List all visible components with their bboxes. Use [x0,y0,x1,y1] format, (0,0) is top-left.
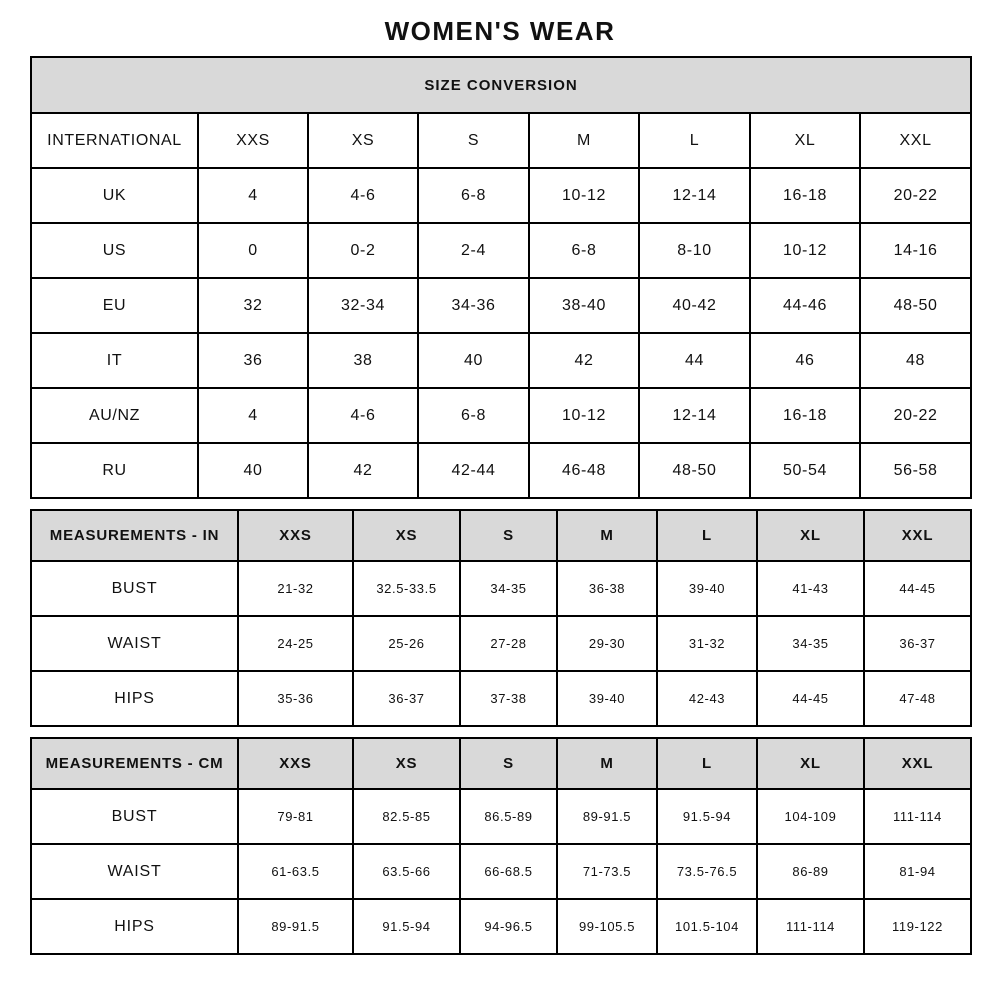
table-cell: 42-44 [418,443,529,498]
table-cell: 91.5-94 [353,899,460,954]
table-cell: 94-96.5 [460,899,557,954]
table-row [31,223,971,278]
table-cell: 86-89 [757,844,864,899]
row-label: AU/NZ [31,388,198,443]
table-cell: 66-68.5 [460,844,557,899]
table-cell: XS [308,113,418,168]
table-row [31,168,971,223]
column-header-xs: XS [353,738,460,789]
table-cell: 12-14 [639,168,750,223]
column-header-s: S [460,510,557,561]
table-cell: 86.5-89 [460,789,557,844]
table-cell: 34-35 [757,616,864,671]
table-cell: 40-42 [639,278,750,333]
row-label: INTERNATIONAL [31,113,198,168]
table-cell: 32-34 [308,278,418,333]
table-cell: 111-114 [864,789,971,844]
column-header-xxl: XXL [864,738,971,789]
table-cell: 56-58 [860,443,971,498]
table-cell: XL [750,113,860,168]
column-header-xl: XL [757,738,864,789]
table-cell: 73.5-76.5 [657,844,757,899]
table-cell: 31-32 [657,616,757,671]
table-cell: 34-35 [460,561,557,616]
table-cell: 48-50 [860,278,971,333]
measurements-in-title: MEASUREMENTS - IN [31,510,238,561]
row-label: WAIST [31,844,238,899]
column-header-xxs: XXS [238,510,353,561]
size-conversion-header: SIZE CONVERSION [31,57,971,113]
table-cell: 39-40 [657,561,757,616]
table-cell: 2-4 [418,223,529,278]
measurements-cm-header-row [31,738,971,789]
table-cell: 16-18 [750,168,860,223]
row-label: HIPS [31,899,238,954]
table-cell: 38 [308,333,418,388]
table-cell: 42-43 [657,671,757,726]
measurements-cm-title: MEASUREMENTS - CM [31,738,238,789]
row-label: US [31,223,198,278]
table-cell: 12-14 [639,388,750,443]
table-cell: 36-37 [353,671,460,726]
table-cell: 44-46 [750,278,860,333]
table-cell: 36-37 [864,616,971,671]
table-cell: 36-38 [557,561,657,616]
table-row [31,113,971,168]
table-cell: 37-38 [460,671,557,726]
table-row [31,278,971,333]
column-header-s: S [460,738,557,789]
table-cell: 34-36 [418,278,529,333]
table-cell: 44 [639,333,750,388]
table-cell: XXL [860,113,971,168]
table-cell: 4 [198,388,308,443]
size-conversion-header-row [31,57,971,113]
table-cell: 10-12 [750,223,860,278]
table-cell: 0 [198,223,308,278]
table-row [31,388,971,443]
table-cell: 79-81 [238,789,353,844]
table-cell: 20-22 [860,168,971,223]
table-cell: 99-105.5 [557,899,657,954]
row-label: BUST [31,789,238,844]
row-label: IT [31,333,198,388]
table-cell: 91.5-94 [657,789,757,844]
table-cell: 71-73.5 [557,844,657,899]
table-cell: 63.5-66 [353,844,460,899]
table-cell: 47-48 [864,671,971,726]
table-row [31,333,971,388]
table-cell: 42 [308,443,418,498]
table-cell: 44-45 [757,671,864,726]
table-cell: 0-2 [308,223,418,278]
table-cell: 42 [529,333,639,388]
table-cell: 82.5-85 [353,789,460,844]
column-header-xl: XL [757,510,864,561]
table-cell: 4-6 [308,168,418,223]
table-cell: S [418,113,529,168]
measurements-cm-table [30,737,972,955]
table-cell: 119-122 [864,899,971,954]
table-cell: 101.5-104 [657,899,757,954]
table-cell: 27-28 [460,616,557,671]
table-cell: 4 [198,168,308,223]
table-cell: 16-18 [750,388,860,443]
table-cell: 46-48 [529,443,639,498]
table-row [31,789,971,844]
table-cell: 61-63.5 [238,844,353,899]
column-header-xs: XS [353,510,460,561]
table-row [31,899,971,954]
table-cell: 48 [860,333,971,388]
measurements-in-table [30,509,972,727]
table-cell: 20-22 [860,388,971,443]
table-row [31,443,971,498]
table-cell: 10-12 [529,388,639,443]
table-cell: 50-54 [750,443,860,498]
table-row [31,616,971,671]
table-cell: L [639,113,750,168]
table-cell: 44-45 [864,561,971,616]
table-cell: 25-26 [353,616,460,671]
table-row [31,671,971,726]
table-cell: 39-40 [557,671,657,726]
table-cell: 8-10 [639,223,750,278]
table-cell: 6-8 [418,168,529,223]
table-cell: 14-16 [860,223,971,278]
table-cell: 32 [198,278,308,333]
column-header-l: L [657,510,757,561]
table-cell: 10-12 [529,168,639,223]
row-label: WAIST [31,616,238,671]
table-cell: 81-94 [864,844,971,899]
table-cell: 6-8 [529,223,639,278]
table-cell: 111-114 [757,899,864,954]
table-cell: 29-30 [557,616,657,671]
row-label: UK [31,168,198,223]
table-cell: 48-50 [639,443,750,498]
row-label: BUST [31,561,238,616]
column-header-xxl: XXL [864,510,971,561]
measurements-in-header-row [31,510,971,561]
row-label: EU [31,278,198,333]
table-cell: 104-109 [757,789,864,844]
table-cell: 40 [198,443,308,498]
table-cell: XXS [198,113,308,168]
table-cell: 36 [198,333,308,388]
column-header-xxs: XXS [238,738,353,789]
table-row [31,844,971,899]
table-cell: 46 [750,333,860,388]
table-row [31,561,971,616]
table-cell: 38-40 [529,278,639,333]
table-cell: M [529,113,639,168]
table-cell: 6-8 [418,388,529,443]
row-label: RU [31,443,198,498]
table-cell: 35-36 [238,671,353,726]
size-conversion-table [30,56,972,499]
page-title: WOMEN'S WEAR [384,16,616,46]
column-header-m: M [557,738,657,789]
table-cell: 24-25 [238,616,353,671]
table-cell: 41-43 [757,561,864,616]
column-header-m: M [557,510,657,561]
row-label: HIPS [31,671,238,726]
table-cell: 4-6 [308,388,418,443]
table-cell: 40 [418,333,529,388]
table-cell: 89-91.5 [557,789,657,844]
table-cell: 32.5-33.5 [353,561,460,616]
table-cell: 21-32 [238,561,353,616]
table-cell: 89-91.5 [238,899,353,954]
column-header-l: L [657,738,757,789]
